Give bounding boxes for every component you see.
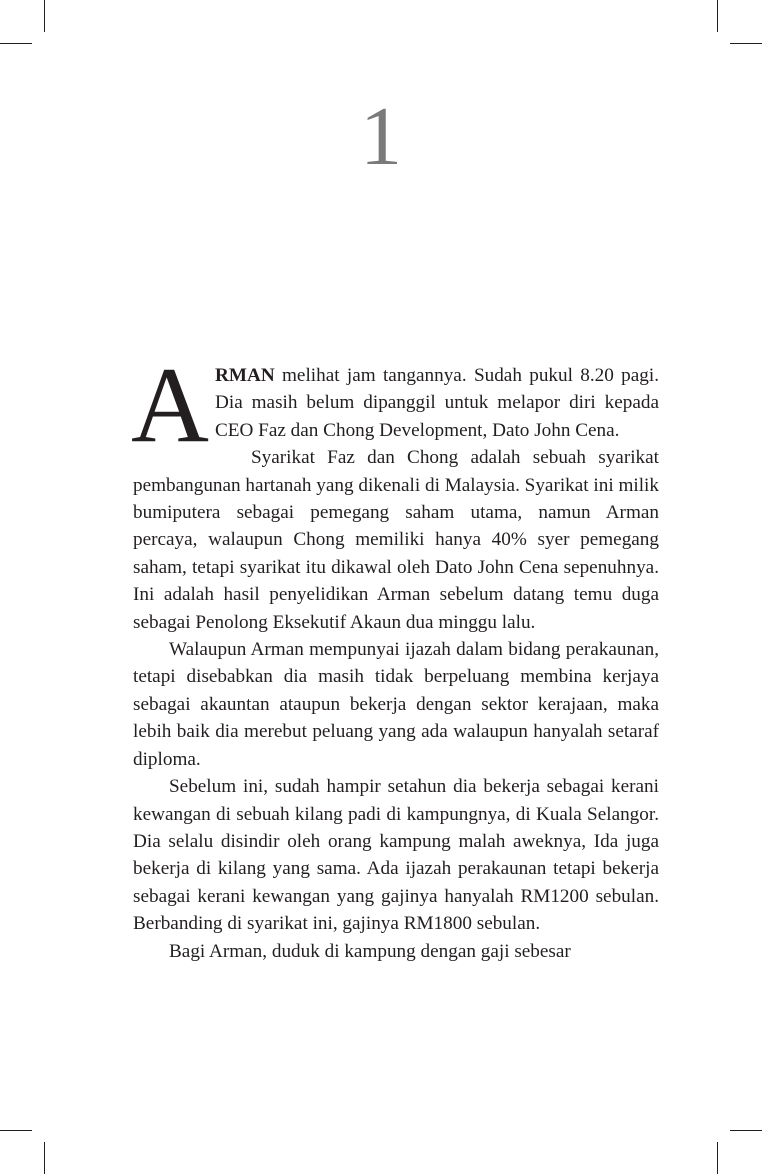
chapter-number: 1 <box>360 90 402 183</box>
opening-paragraph <box>131 346 659 465</box>
crop-mark-bottom-left-horizontal <box>0 1130 32 1131</box>
lead-word: RMAN <box>215 365 275 386</box>
crop-mark-bottom-right-vertical <box>717 1142 718 1174</box>
drop-cap: A <box>131 346 209 465</box>
crop-mark-top-left-horizontal <box>0 43 32 44</box>
crop-mark-bottom-left-vertical <box>44 1142 45 1174</box>
paragraph: Bagi Arman, duduk di kampung dengan gaji sebesar <box>169 940 571 962</box>
paragraph: Sebelum ini, sudah hampir setahun dia bekerja sebagai kerani kewangan di sebuah kilang padi di kampungnya, di Kuala Selangor. Dia selalu disindir oleh orang kampung malah aweknya, Ida juga bekerja di kilang yang sama. Ada ijazah perakaunan tetapi bekerja sebagai kerani kewangan yang gajinya hanyalah RM1200 sebulan. Berbanding di syarikat ini, gajinya RM1800 sebulan. <box>133 776 659 935</box>
paragraph: Syarikat Faz dan Chong adalah sebuah syarikat pembangunan hartanah yang dikenali di Malaysia. Syarikat ini milik bumiputera sebagai pemegang saham utama, namun Arman percaya, walaupun Chong memiliki hanya 40% syer pemegang saham, tetapi syarikat itu dikawal oleh Dato John Cena sepenuhnya. Ini adalah hasil penyelidikan Arman sebelum datang temu duga sebagai Penolong Eksekutif Akaun dua minggu lalu. <box>133 447 659 633</box>
opening-paragraph-text: melihat jam tangannya. Sudah pukul 8.20 pagi. Dia masih belum dipanggil untuk melapor diri kepada CEO Faz dan Chong Development, Dato John Cena. <box>215 365 659 441</box>
chapter-body <box>131 346 659 965</box>
crop-mark-top-right-vertical <box>717 0 718 32</box>
paragraph: Walaupun Arman mempunyai ijazah dalam bidang perakaunan, tetapi disebabkan dia masih tidak berpeluang membina kerjaya sebagai akauntan ataupun bekerja dengan sektor kerajaan, maka lebih baik dia merebut peluang yang ada walaupun hanyalah setaraf diploma. <box>133 639 659 770</box>
crop-mark-top-left-vertical <box>44 0 45 32</box>
crop-mark-bottom-right-horizontal <box>730 1130 762 1131</box>
crop-mark-top-right-horizontal <box>730 43 762 44</box>
